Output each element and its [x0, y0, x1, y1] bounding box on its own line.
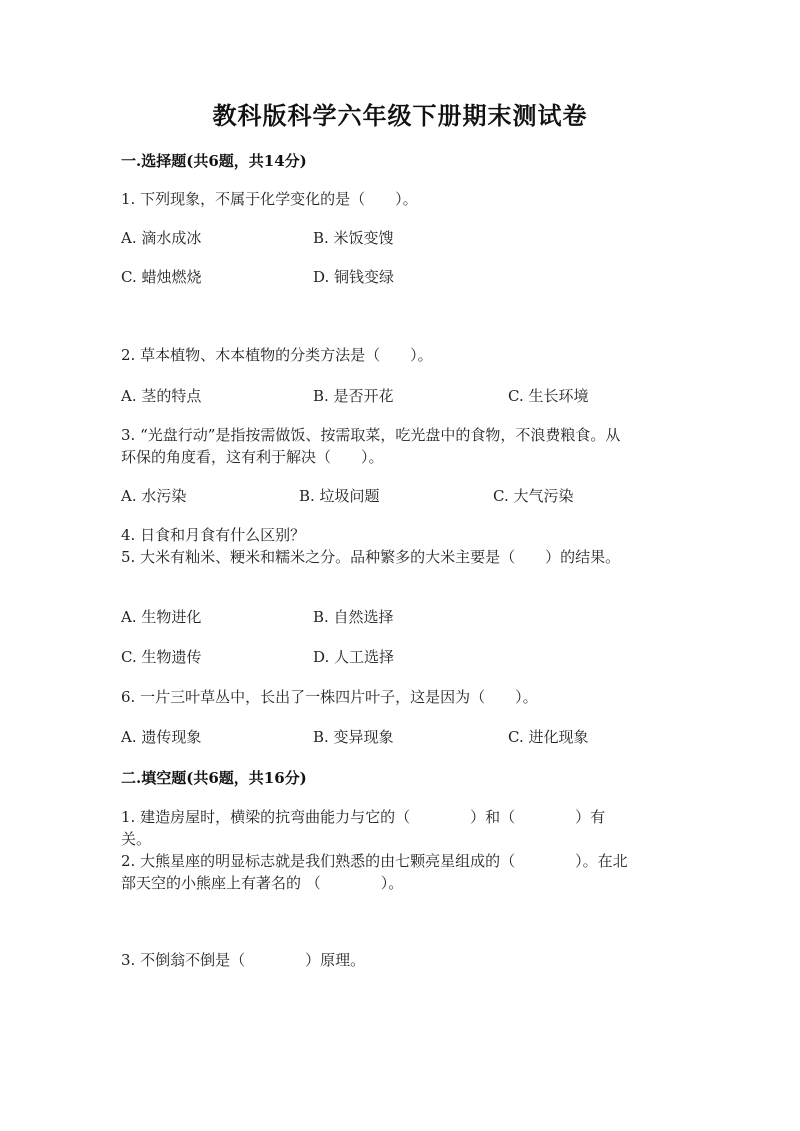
fill-question-1-line-2: 关。 [121, 830, 152, 848]
question-2-stem: 2. 草本植物、木本植物的分类方法是（ ）。 [121, 346, 433, 364]
question-3-stem-line-2: 环保的角度看，这有利于解决（ ）。 [121, 448, 384, 466]
exam-title: 教科版科学六年级下册期末测试卷 [212, 101, 588, 130]
section-2-heading: 二.填空题(共6题，共16分) [121, 769, 307, 787]
fill-question-1-line-1: 1. 建造房屋时，横梁的抗弯曲能力与它的（ ）和（ ）有 [121, 808, 606, 826]
question-1-option-c: C. 蜡烛燃烧 [121, 268, 202, 286]
question-1-option-d: D. 铜钱变绿 [313, 268, 395, 286]
fill-question-2-line-1: 2. 大熊星座的明显标志就是我们熟悉的由七颗亮星组成的（ ）。在北 [121, 852, 628, 870]
question-2-option-a: A. 茎的特点 [121, 387, 202, 405]
section-1-heading: 一.选择题(共6题，共14分) [121, 152, 307, 170]
question-1-option-a: A. 滴水成冰 [121, 229, 202, 247]
question-6-option-c: C. 进化现象 [508, 728, 589, 746]
question-6-option-a: A. 遗传现象 [121, 728, 202, 746]
question-6-stem: 6. 一片三叶草丛中，长出了一株四片叶子，这是因为（ ）。 [121, 688, 538, 706]
question-2-option-b: B. 是否开花 [313, 387, 394, 405]
question-6-option-b: B. 变异现象 [313, 728, 394, 746]
question-1-stem: 1. 下列现象，不属于化学变化的是（ ）。 [121, 190, 418, 208]
question-4-stem: 4. 日食和月食有什么区别？ [121, 526, 306, 544]
question-2-option-c: C. 生长环境 [508, 387, 589, 405]
fill-question-2-line-2: 部天空的小熊座上有著名的 （ ）。 [121, 874, 404, 892]
question-3-stem-line-1: 3. “光盘行动”是指按需做饭、按需取菜，吃光盘中的食物，不浪费粮食。从 [121, 426, 621, 444]
question-5-option-c: C. 生物遗传 [121, 648, 202, 666]
question-5-option-d: D. 人工选择 [313, 648, 395, 666]
question-3-option-b: B. 垃圾问题 [299, 487, 380, 505]
fill-question-3: 3. 不倒翁不倒是（ ）原理。 [121, 951, 366, 969]
question-5-option-b: B. 自然选择 [313, 608, 394, 626]
question-1-option-b: B. 米饭变馊 [313, 229, 394, 247]
question-3-option-a: A. 水污染 [121, 487, 187, 505]
question-3-option-c: C. 大气污染 [493, 487, 574, 505]
question-5-option-a: A. 生物进化 [121, 608, 202, 626]
question-5-stem: 5. 大米有籼米、粳米和糯米之分。品种繁多的大米主要是（ ）的结果。 [121, 548, 621, 566]
